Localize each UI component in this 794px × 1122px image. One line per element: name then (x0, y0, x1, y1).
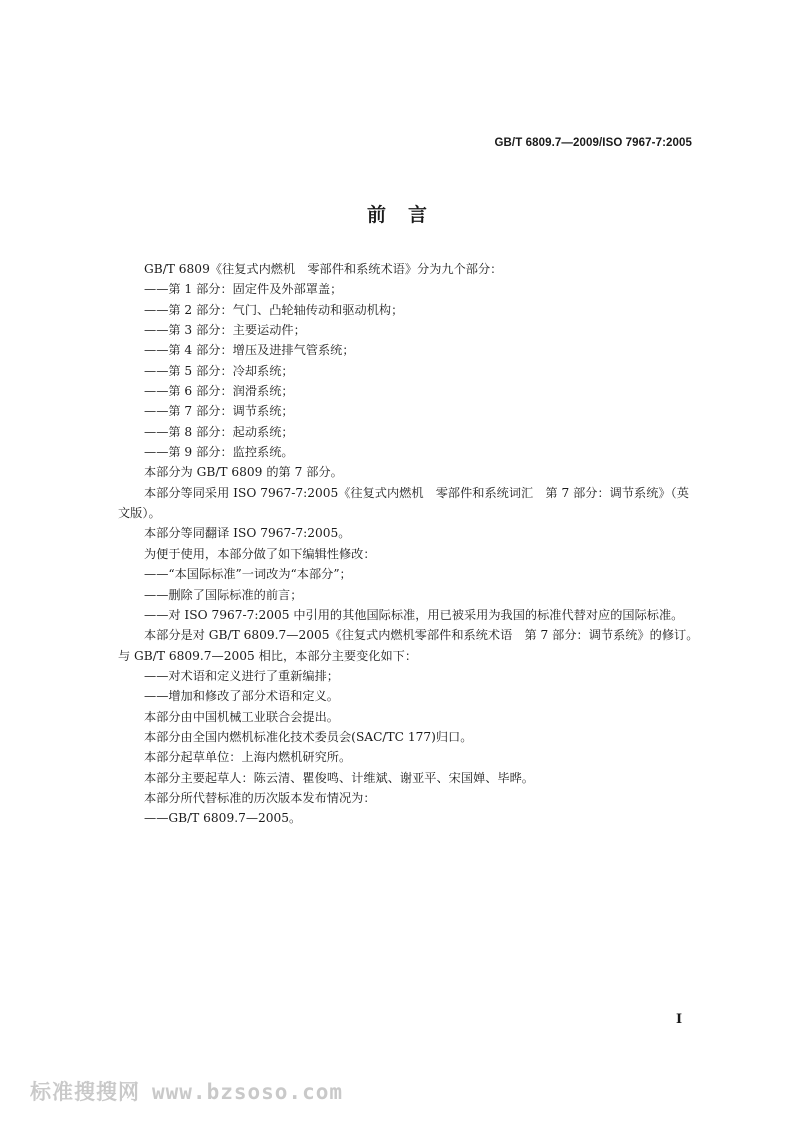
body-line: 本部分所代替标准的历次版本发布情况为： (144, 790, 376, 805)
body-line: 本部分等同翻译 ISO 7967-7:2005。 (144, 526, 351, 541)
body-line: ——第 5 部分：冷却系统； (144, 363, 294, 378)
body-line: ——对 ISO 7967-7:2005 中引用的其他国际标准，用已被采用为我国的标准代替对应的国际标准。 (144, 607, 684, 622)
watermark (30, 1076, 343, 1106)
body-line: 本部分等同采用 ISO 7967-7:2005《往复式内燃机 零部件和系统词汇 第 7 部分：调节系统》（英 (144, 485, 689, 500)
body-line: 本部分由全国内燃机标准化技术委员会(SAC/TC 177)归口。 (144, 729, 473, 744)
body-line: 文版）。 (118, 506, 161, 521)
body-line: ——增加和修改了部分术语和定义。 (144, 689, 339, 704)
body-line: GB/T 6809《往复式内燃机 零部件和系统术语》分为九个部分： (144, 262, 503, 276)
body-line: ——第 1 部分：固定件及外部罩盖； (144, 282, 343, 297)
body-line: ——“本国际标准”一词改为“本部分”； (144, 567, 352, 582)
document-code: GB/T 6809.7—2009/ISO 7967-7:2005 (494, 137, 692, 149)
body-line: ——第 7 部分：调节系统； (144, 404, 294, 419)
body-line: ——第 6 部分：润滑系统； (144, 384, 294, 399)
body-line: 本部分为 GB/T 6809 的第 7 部分。 (144, 465, 343, 480)
body-line: ——第 8 部分：起动系统； (144, 424, 294, 439)
page-title: 前言 (366, 204, 449, 226)
page-number: I (676, 1012, 683, 1027)
document-body (118, 259, 698, 829)
body-line: ——第 9 部分：监控系统。 (144, 445, 294, 460)
body-line: 本部分起草单位：上海内燃机研究所。 (144, 750, 352, 765)
body-line: 为便于使用，本部分做了如下编辑性修改： (144, 546, 376, 561)
body-line: ——删除了国际标准的前言； (144, 587, 303, 602)
body-line: 本部分主要起草人：陈云清、瞿俊鸣、计维斌、谢亚平、宋国婵、毕晔。 (144, 770, 534, 785)
body-line: ——对术语和定义进行了重新编排； (144, 668, 339, 683)
body-line: ——第 2 部分：气门、凸轮轴传动和驱动机构； (144, 302, 404, 317)
watermark-url: www.bzsoso.com (152, 1080, 344, 1104)
body-line: 本部分由中国机械工业联合会提出。 (144, 709, 339, 724)
body-line: 与 GB/T 6809.7—2005 相比，本部分主要变化如下： (118, 648, 418, 663)
body-line: ——第 4 部分：增压及进排气管系统； (144, 343, 355, 358)
body-line: 本部分是对 GB/T 6809.7—2005《往复式内燃机零部件和系统术语 第 7 部分：调节系统》的修订。 (144, 628, 699, 643)
watermark-site-name: 标准搜搜网 (30, 1080, 140, 1104)
body-line: ——第 3 部分：主要运动件； (144, 323, 306, 338)
body-line: ——GB/T 6809.7—2005。 (144, 811, 302, 826)
